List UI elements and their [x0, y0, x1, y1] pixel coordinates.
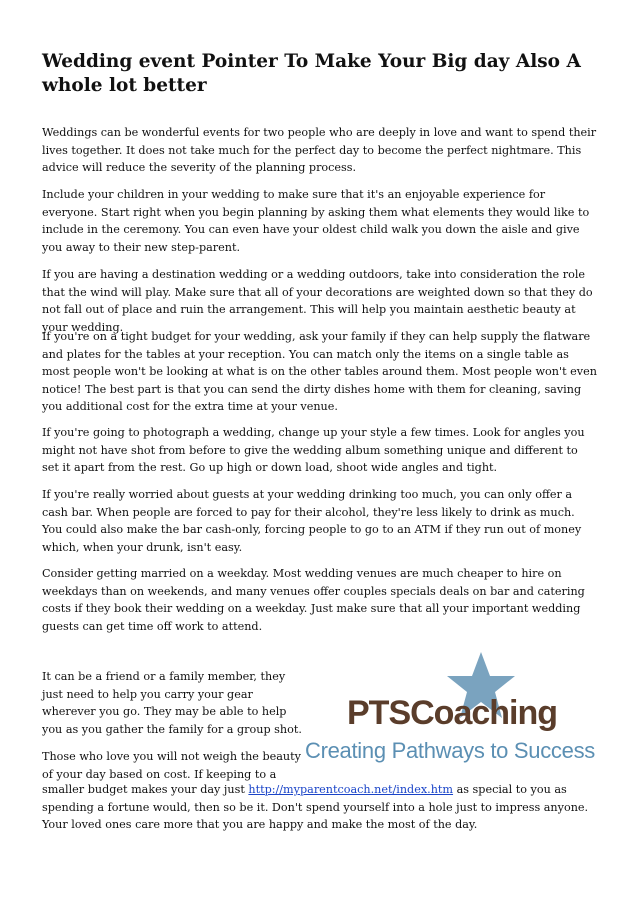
closing-text-end: as special to you as spending a fortune would, then so be it. Don't spend yourself into a hole just to impress anyone. Your loved ones care more that you are happy and make the most of the day. [42, 783, 589, 832]
paragraph-beside-logo-start: Those who love you will not weigh the beauty of your day based on cost. If keeping to a [42, 750, 301, 781]
paragraph: If you are having a destination wedding or a wedding outdoors, take into consideration the role that the wind will play. Make sure that all of your decorations are weighted down so that they do not fall out of place and ruin the arrangement. This will help you maintain aesthetic beauty at your wedding. [42, 268, 593, 334]
article-title: Wedding event Pointer To Make Your Big day Also A whole lot better [42, 51, 581, 96]
paragraph: Weddings can be wonderful events for two people who are deeply in love and want to spend their lives together. It does not take much for the perfect day to become the perfect nightmare. This advice will reduce the severity of the planning process. [42, 126, 597, 175]
ptscoaching-logo [305, 650, 605, 770]
closing-paragraph [42, 781, 598, 834]
paragraph: If you're really worried about guests at your wedding drinking too much, you can only offer a cash bar. When people are forced to pay for their alcohol, they're less likely to drink as much. You could also make the bar cash-only, forcing people to go to an ATM if they run out of money which, when your drunk, isn't easy. [42, 488, 582, 554]
closing-text-start: smaller budget makes your day just [42, 783, 249, 796]
paragraph-beside-logo: It can be a friend or a family member, they just need to help you carry your gear wherever you go. They may be able to help you as you gather the family for a group shot. [42, 670, 302, 736]
paragraph: Include your children in your wedding to make sure that it's an enjoyable experience for everyone. Start right when you begin planning by asking them what elements they would like to include in the ceremony. You can even have your oldest child walk you down the aisle and give you away to their new step-parent. [42, 188, 590, 254]
paragraph: If you're on a tight budget for your wedding, ask your family if they can help supply the flatware and plates for the tables at your reception. You can match only the items on a single table as most people won't be looking at what is on the other tables around them. Most people won't even notice! The best part is that you can send the dirty dishes home with them for cleaning, saving you additional cost for the extra time at your venue. [42, 330, 597, 414]
logo-tagline: Creating Pathways to Success [305, 738, 595, 763]
parent-coach-link[interactable]: http://myparentcoach.net/index.htm [248, 783, 454, 796]
paragraph: Consider getting married on a weekday. Most wedding venues are much cheaper to hire on weekdays than on weekends, and many venues offer couples specials deals on bar and catering costs if they book their wedding on a weekday. Just make sure that all your important wedding guests can get time off work to attend. [42, 567, 585, 633]
paragraph: If you're going to photograph a wedding, change up your style a few times. Look for angles you might not have shot from before to give the wedding album something unique and different to set it apart from the rest. Go up high or down load, shoot wide angles and tight. [42, 426, 585, 475]
logo-wordmark: PTSCoaching [347, 694, 558, 732]
